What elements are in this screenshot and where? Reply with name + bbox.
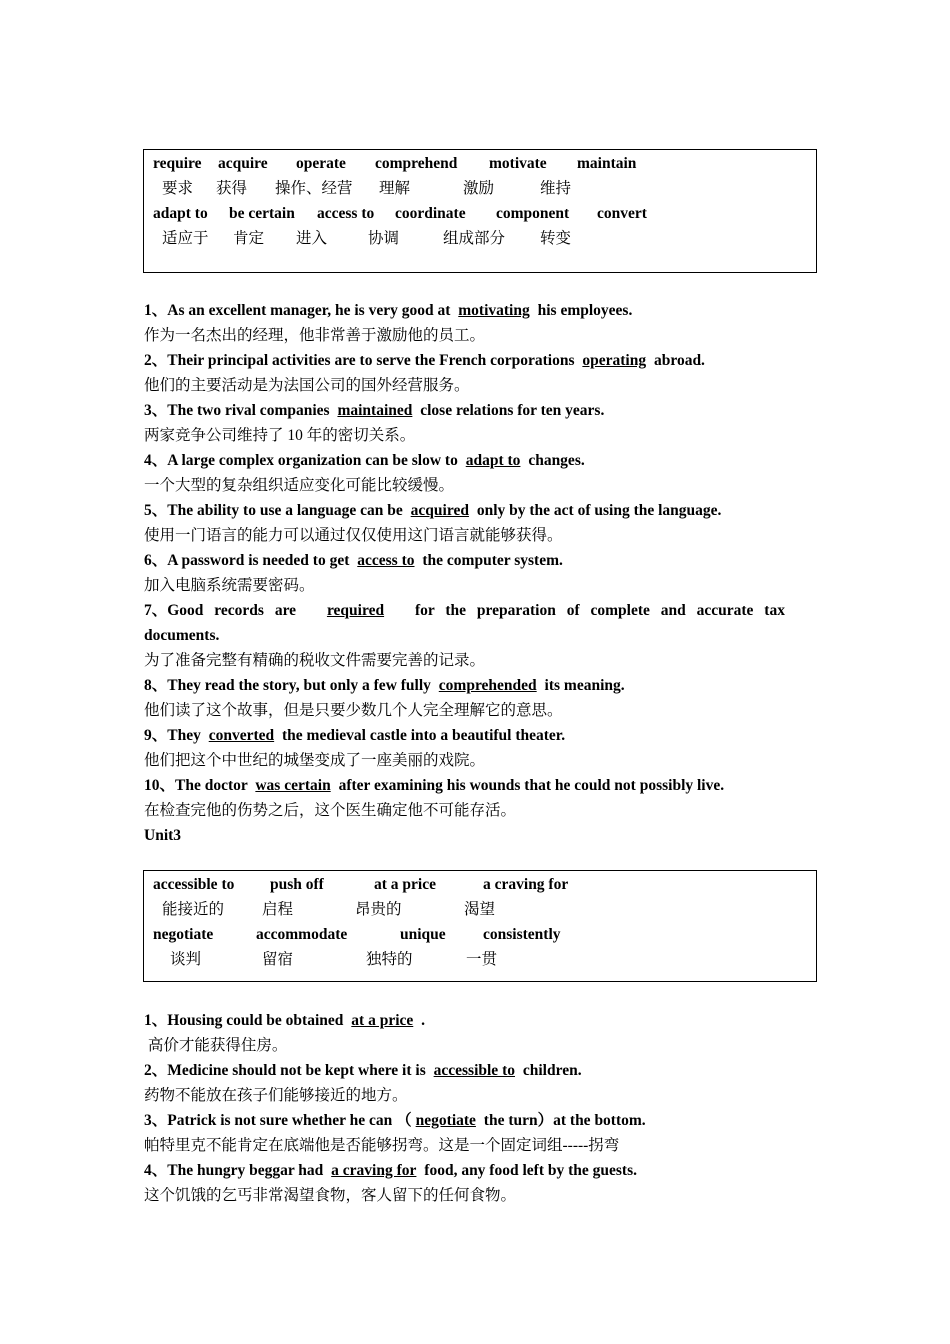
vocab-word: maintain <box>577 155 637 172</box>
vocab-word: accessible to <box>153 876 235 893</box>
vocab-word: negotiate <box>153 926 214 943</box>
sentence-text: 1、Housing could be obtained <box>144 1012 348 1029</box>
vocab-meaning: 获得 <box>216 180 248 197</box>
sentence-en-continued: documents. <box>144 627 220 644</box>
answer-blank: motivating <box>458 302 530 319</box>
unit-heading: Unit3 <box>144 827 182 844</box>
sentence-cn: 在检查完他的伤势之后，这个医生确定他不可能存活。 <box>144 802 517 819</box>
vocab-word: a craving for <box>483 876 569 893</box>
sentence-en <box>144 673 625 698</box>
vocab-meaning: 维持 <box>540 180 572 197</box>
vocab-word: motivate <box>489 155 547 172</box>
vocab-meaning: 一贯 <box>466 951 498 968</box>
sentence-cn: 帕特里克不能肯定在底端他是否能够拐弯。这是一个固定词组-----拐弯 <box>144 1137 620 1154</box>
sentence-en <box>144 498 721 523</box>
sentence-text: . <box>417 1012 426 1029</box>
vocab-box-unit2 <box>143 149 817 273</box>
sentence-cn: 药物不能放在孩子们能够接近的地方。 <box>144 1087 408 1104</box>
sentence-en <box>144 1108 646 1133</box>
sentence-cn: 他们把这个中世纪的城堡变成了一座美丽的戏院。 <box>144 752 486 769</box>
sentence-text: after examining his wounds that he could not possibly live. <box>334 777 725 794</box>
vocab-meaning: 适应于 <box>162 230 209 247</box>
sentence-cn: 他们的主要活动是为法国公司的国外经营服务。 <box>144 377 470 394</box>
sentence-cn: 高价才能获得住房。 <box>144 1037 288 1054</box>
answer-blank: acquired <box>410 502 469 519</box>
vocab-meaning: 转变 <box>540 230 572 247</box>
vocab-meaning: 留宿 <box>262 951 294 968</box>
sentence-en <box>144 448 585 473</box>
sentence-text: 2、Medicine should not be kept where it is <box>144 1062 430 1079</box>
vocab-word: coordinate <box>395 205 466 222</box>
sentence-en <box>144 298 632 323</box>
vocab-row-english-2 <box>144 201 816 226</box>
sentence-en <box>144 723 565 748</box>
sentence-text: changes. <box>524 452 585 469</box>
sentence-en <box>144 398 604 423</box>
answer-blank: maintained <box>337 402 413 419</box>
vocab-row-chinese-1 <box>144 176 816 201</box>
sentence-text: children. <box>518 1062 582 1079</box>
vocab-meaning: 操作、经营 <box>275 180 353 197</box>
answer-blank: adapt to <box>465 452 521 469</box>
vocab-meaning: 谈判 <box>170 951 202 968</box>
sentence-text: 7、Good records are <box>144 602 307 619</box>
sentence-text: 4、A large complex organization can be slow to <box>144 452 462 469</box>
sentence-text: 6、A password is needed to get <box>144 552 354 569</box>
vocab-word: unique <box>400 926 446 943</box>
sentence-en <box>144 348 705 373</box>
vocab-box-unit3 <box>143 870 817 982</box>
vocab-word: be certain <box>229 205 295 222</box>
vocab-word: require <box>153 155 202 172</box>
vocab-row-chinese-2 <box>144 947 816 972</box>
vocab-row-english-1 <box>144 151 816 176</box>
sentence-text: 4、The hungry beggar had <box>144 1162 328 1179</box>
sentence-en <box>144 1008 425 1033</box>
vocab-word: accommodate <box>256 926 348 943</box>
vocab-word: at a price <box>374 876 436 893</box>
sentence-text: 8、They read the story, but only a few fully <box>144 677 435 694</box>
vocab-word: convert <box>597 205 647 222</box>
answer-blank: operating <box>582 352 647 369</box>
vocab-row-english-2 <box>144 922 816 947</box>
vocab-meaning: 组成部分 <box>443 230 506 247</box>
vocab-word: operate <box>296 155 346 172</box>
answer-blank: converted <box>208 727 275 744</box>
vocab-word: consistently <box>483 926 561 943</box>
answer-blank: accessible to <box>433 1062 515 1079</box>
vocab-word: push off <box>270 876 324 893</box>
vocab-word: adapt to <box>153 205 208 222</box>
sentence-text: 3、Patrick is not sure whether he can （ <box>144 1112 412 1129</box>
sentence-en <box>144 773 724 798</box>
sentence-text: for the preparation of complete and accurate tax <box>404 602 785 619</box>
vocab-row-chinese-1 <box>144 897 816 922</box>
sentence-text: 2、Their principal activities are to serve the French corporations <box>144 352 579 369</box>
sentence-cn: 使用一门语言的能力可以通过仅仅使用这门语言就能够获得。 <box>144 527 563 544</box>
vocab-meaning: 激励 <box>463 180 495 197</box>
vocab-word: access to <box>317 205 375 222</box>
sentence-text: 9、They <box>144 727 205 744</box>
sentence-text: the turn）at the bottom. <box>479 1112 646 1129</box>
answer-blank: a craving for <box>331 1162 417 1179</box>
sentence-cn: 作为一名杰出的经理，他非常善于激励他的员工。 <box>144 327 486 344</box>
vocab-word: comprehend <box>375 155 458 172</box>
sentence-text: 3、The two rival companies <box>144 402 334 419</box>
vocab-meaning: 协调 <box>368 230 400 247</box>
sentence-cn: 加入电脑系统需要密码。 <box>144 577 315 594</box>
sentence-text: only by the act of using the language. <box>472 502 722 519</box>
answer-blank: comprehended <box>438 677 537 694</box>
vocab-meaning: 理解 <box>379 180 411 197</box>
sentence-cn: 为了准备完整有精确的税收文件需要完善的记录。 <box>144 652 486 669</box>
vocab-word: component <box>496 205 570 222</box>
vocab-meaning: 渴望 <box>464 901 496 918</box>
answer-blank: negotiate <box>415 1112 476 1129</box>
vocab-meaning: 昂贵的 <box>355 901 402 918</box>
sentence-en <box>144 1058 582 1083</box>
sentence-text: 1、As an excellent manager, he is very good at <box>144 302 455 319</box>
sentence-cn: 他们读了这个故事，但是只要少数几个人完全理解它的意思。 <box>144 702 563 719</box>
sentence-text: close relations for ten years. <box>416 402 605 419</box>
sentence-text: its meaning. <box>540 677 625 694</box>
vocab-row-english-1 <box>144 872 816 897</box>
sentence-en <box>144 598 785 623</box>
answer-blank: required <box>326 602 385 619</box>
sentence-text: the medieval castle into a beautiful theater. <box>278 727 566 744</box>
vocab-meaning: 启程 <box>262 901 294 918</box>
sentence-text: the computer system. <box>418 552 563 569</box>
answer-blank: at a price <box>351 1012 414 1029</box>
sentence-text: his employees. <box>533 302 633 319</box>
vocab-meaning: 肯定 <box>233 230 265 247</box>
sentence-cn: 一个大型的复杂组织适应变化可能比较缓慢。 <box>144 477 455 494</box>
vocab-row-chinese-2 <box>144 226 816 251</box>
sentence-text: 5、The ability to use a language can be <box>144 502 407 519</box>
answer-blank: access to <box>357 552 415 569</box>
vocab-meaning: 要求 <box>162 180 194 197</box>
sentence-en <box>144 1158 637 1183</box>
answer-blank: was certain <box>255 777 331 794</box>
sentence-text: abroad. <box>650 352 705 369</box>
vocab-meaning: 进入 <box>296 230 328 247</box>
sentence-text: food, any food left by the guests. <box>420 1162 637 1179</box>
sentence-cn: 这个饥饿的乞丐非常渴望食物，客人留下的任何食物。 <box>144 1187 517 1204</box>
sentence-text: 10、The doctor <box>144 777 252 794</box>
vocab-meaning: 能接近的 <box>162 901 225 918</box>
sentence-en <box>144 548 563 573</box>
vocab-meaning: 独特的 <box>366 951 413 968</box>
sentence-cn: 两家竞争公司维持了 10 年的密切关系。 <box>144 427 416 444</box>
vocab-word: acquire <box>218 155 268 172</box>
